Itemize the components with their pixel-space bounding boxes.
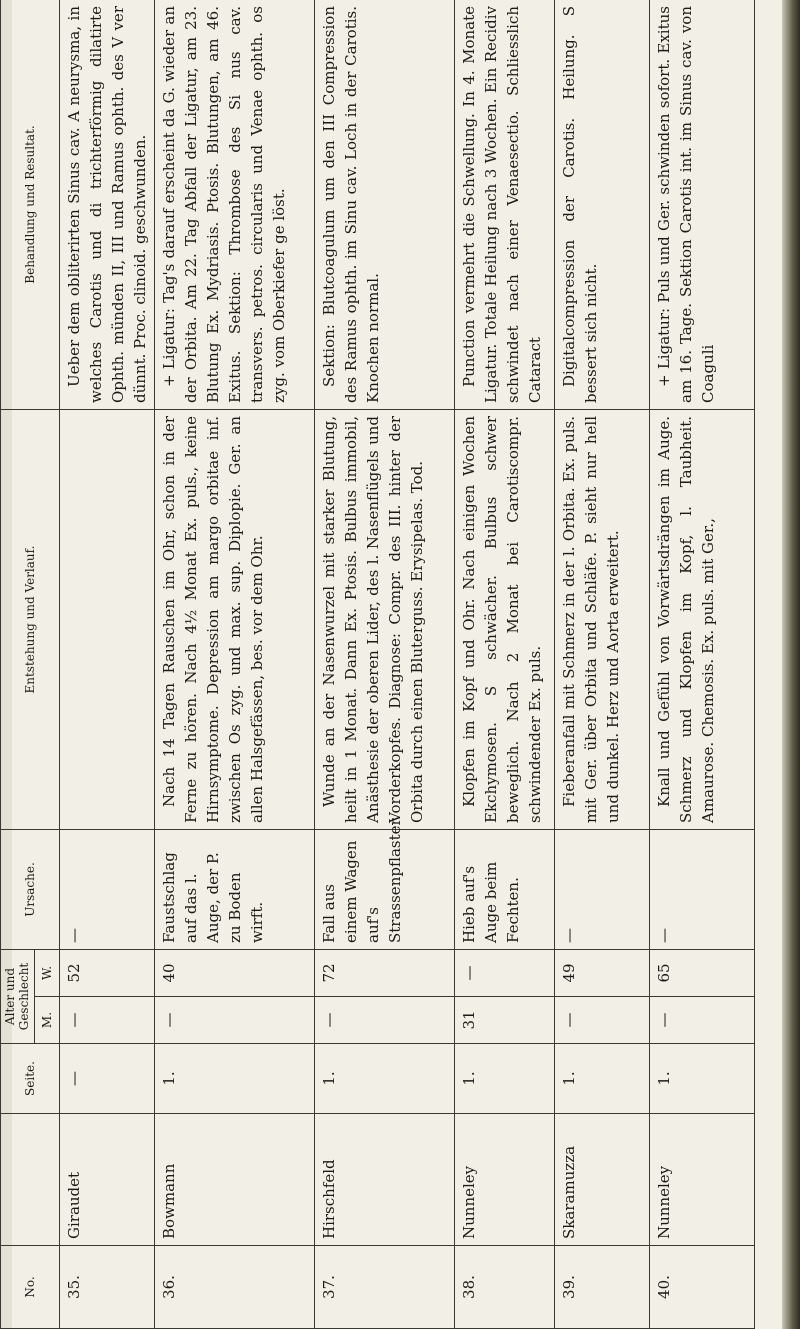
age-female: 49 (554, 950, 649, 997)
paragraph: Digitalcompression der Carotis. Heilung. S bessert sich nicht. (559, 6, 600, 403)
age-female: 72 (314, 950, 454, 997)
author-name: Bowmann (154, 1114, 314, 1246)
course-text (59, 410, 154, 830)
course-text (649, 410, 754, 830)
age-female: 52 (59, 950, 154, 997)
age-male: — (154, 997, 314, 1044)
age-female: — (454, 950, 554, 997)
course-text (314, 410, 454, 830)
treatment-text (554, 0, 649, 410)
page-ref: 1. (554, 1044, 649, 1114)
course-text (154, 410, 314, 830)
course-text (554, 410, 649, 830)
treatment-text (314, 0, 454, 410)
row-number: 36. (154, 1246, 314, 1329)
row-number: 40. (649, 1246, 754, 1329)
treatment-text (454, 0, 554, 410)
cause: Fall aus einem Wagen auf's Strassenpflaster. (314, 830, 454, 950)
paragraph: Sektion: Blutcoagulum um den III Compression des Ramus ophth. im Sinu cav. Loch in der Carotis. Knochen normal. (319, 6, 382, 403)
author-name: Giraudet (59, 1114, 154, 1246)
header-behandlung: Behandlung und Resultat. (1, 0, 60, 410)
author-name: Nunneley (454, 1114, 554, 1246)
paragraph: Nach 14 Tagen Rauschen im Ohr, schon in der Ferne zu hören. Nach 4½ Monat Ex. puls., keine Hirnsymptome. Depression am margo orbitae inf. zwischen Os zyg. und max. sup. Diplopie. Ger. an allen Halsgefässen, bes. vor dem Ohr. (159, 416, 266, 823)
header-m: M. (34, 997, 59, 1044)
paragraph: Klopfen im Kopf und Ohr. Nach einigen Wochen Ekchymosen. S schwächer. Bulbus schwer beweglich. Nach 2 Monat bei Carotiscompr. schwindender Ex. puls. (459, 416, 544, 823)
age-male: — (554, 997, 649, 1044)
course-text (454, 410, 554, 830)
treatment-text (154, 0, 314, 410)
age-male: 31 (454, 997, 554, 1044)
page-ref: 1. (454, 1044, 554, 1114)
age-male: — (314, 997, 454, 1044)
header-no: No. (1, 1246, 60, 1329)
table-row (649, 0, 754, 1329)
paragraph: + Ligatur: Puls und Ger. schwinden sofort. Exitus am 16. Tage. Sektion Carotis int. im Sinus cav. von Coaguli (654, 6, 717, 403)
table-row (454, 0, 554, 1329)
age-female: 65 (649, 950, 754, 997)
header-alter: Alter und Geschlecht (1, 950, 35, 1044)
page-ref: 1. (314, 1044, 454, 1114)
paragraph: Knall und Gefühl von Vorwärtsdrängen im Auge. Schmerz und Klopfen im Kopf, l. Taubheit. Amaurose. Chemosis. Ex. puls. mit Ger., (654, 416, 717, 823)
paragraph: Wunde an der Nasenwurzel mit starker Blutung, heilt in 1 Monat. Dann Ex. Ptosis. Bulbus immobil, Anästhesie der oberen Lider, des l. Nasenflügels und Vorderkopfes. Diagnose: Compr. des III. hinter der Orbita durch einen Bluterguss. Erysipelas. Tod. (319, 416, 426, 823)
paragraph: Ueber dem obliterirten Sinus cav. A neurysma, in welches Carotis und di trichterförmig dilatirte Ophth. münden II, III und Ramus ophth. des V ver dünnt. Proc. clinoid. geschwunden. (64, 6, 149, 403)
header-ursache: Ursache. (1, 830, 60, 950)
author-name: Nunneley (649, 1114, 754, 1246)
table-row (59, 0, 154, 1329)
author-name: Hirschfeld (314, 1114, 454, 1246)
treatment-text (59, 0, 154, 410)
treatment-text (649, 0, 754, 410)
table-row (554, 0, 649, 1329)
header-author (1, 1114, 60, 1246)
cause: Faustschlag auf das l. Auge, der P. zu Boden wirft. (154, 830, 314, 950)
cause: Hieb auf's Auge beim Fechten. (454, 830, 554, 950)
page-ref: 1. (649, 1044, 754, 1114)
row-number: 39. (554, 1246, 649, 1329)
paragraph: + Ligatur: Tag's darauf erscheint da G. wieder an der Orbita. Am 22. Tag Abfall der Ligatur, am 23. Blutung Ex. Mydriasis. Ptosis. Blutungen, am 46. Exitus. Sektion: Thrombose des Si nus cav. transvers. petros. circularis und Venae ophth. os zyg. vom Oberkiefer ge löst. (159, 6, 288, 403)
table-row (314, 0, 454, 1329)
age-male: — (649, 997, 754, 1044)
row-number: 38. (454, 1246, 554, 1329)
cause: — (59, 830, 154, 950)
cause: — (649, 830, 754, 950)
header-seite: Seite. (1, 1044, 60, 1114)
header-entstehung: Entstehung und Verlauf. (1, 410, 60, 830)
paragraph: Punction vermehrt die Schwellung. In 4. Monate Ligatur. Totale Heilung nach 3 Wochen. Ein Recidiv schwindet nach einer Venaesectio. Schliesslich Cataract (459, 6, 544, 403)
row-number: 37. (314, 1246, 454, 1329)
author-name: Skaramuzza (554, 1114, 649, 1246)
age-female: 40 (154, 950, 314, 997)
page-ref: 1. (154, 1044, 314, 1114)
table-row (154, 0, 314, 1329)
paragraph: Fieberanfall mit Schmerz in der l. Orbita. Ex. puls. mit Ger. über Orbita und Schläfe. P. sieht nur hell und dunkel. Herz und Aorta erweitert. (559, 416, 622, 823)
page-ref: — (59, 1044, 154, 1114)
header-w: W. (34, 950, 59, 997)
age-male: — (59, 997, 154, 1044)
row-number: 35. (59, 1246, 154, 1329)
cause: — (554, 830, 649, 950)
